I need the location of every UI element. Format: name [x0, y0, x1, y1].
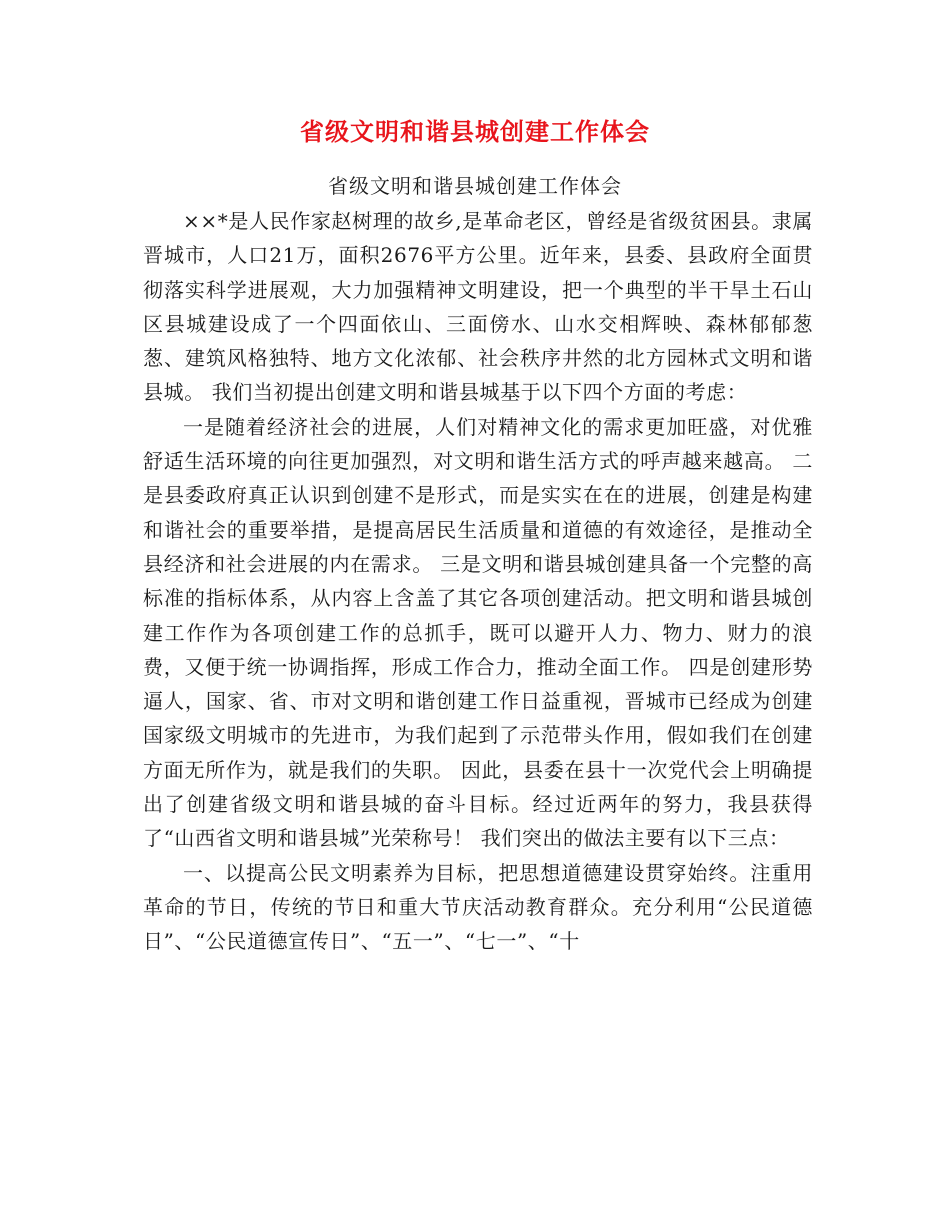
paragraph: ××*是人民作家赵树理的故乡,是革命老区，曾经是省级贫困县。隶属晋城市，人口21万，面积2676平方公里。近年来，县委、县政府全面贯彻落实科学进展观，大力加强精神文明建设，把一个典型的半干旱土石山区县城建设成了一个四面依山、三面傍水、山水交相辉映、森林郁郁葱葱、建筑风格独特、地方文化浓郁、社会秩序井然的北方园林式文明和谐县城。 我们当初提出创建文明和谐县城基于以下四个方面的考虑： [143, 209, 813, 405]
document-title: 省级文明和谐县城创建工作体会 [300, 118, 650, 146]
paragraph: 一是随着经济社会的进展，人们对精神文化的需求更加旺盛，对优雅舒适生活环境的向往更加强烈，对文明和谐生活方式的呼声越来越高。 二是县委政府真正认识到创建不是形式，而是实实在在的进展，创建是构建和谐社会的重要举措，是提高居民生活质量和道德的有效途径，是推动全县经济和社会进展的内在需求。 三是文明和谐县城创建具备一个完整的高标准的指标体系，从内容上含盖了其它各项创建活动。把文明和谐县城创建工作作为各项创建工作的总抓手，既可以避开人力、物力、财力的浪费，又便于统一协调指挥，形成工作合力，推动全面工作。 四是创建形势逼人，国家、省、市对文明和谐创建工作日益重视，晋城市已经成为创建国家级文明城市的先进市，为我们起到了示范带头作用，假如我们在创建方面无所作为，就是我们的失职。 因此，县委在县十一次党代会上明确提出了创建省级文明和谐县城的奋斗目标。经过近两年的努力，我县获得了“山西省文明和谐县城”光荣称号！ 我们突出的做法主要有以下三点： [143, 414, 813, 851]
document-subtitle: 省级文明和谐县城创建工作体会 [328, 174, 622, 198]
document-body [143, 204, 813, 959]
paragraph: 一、以提高公民文明素养为目标，把思想道德建设贯穿始终。注重用革命的节日，传统的节日和重大节庆活动教育群众。充分利用“公民道德日”、“公民道德宣传日”、“五一”、“七一”、“十 [143, 860, 813, 954]
